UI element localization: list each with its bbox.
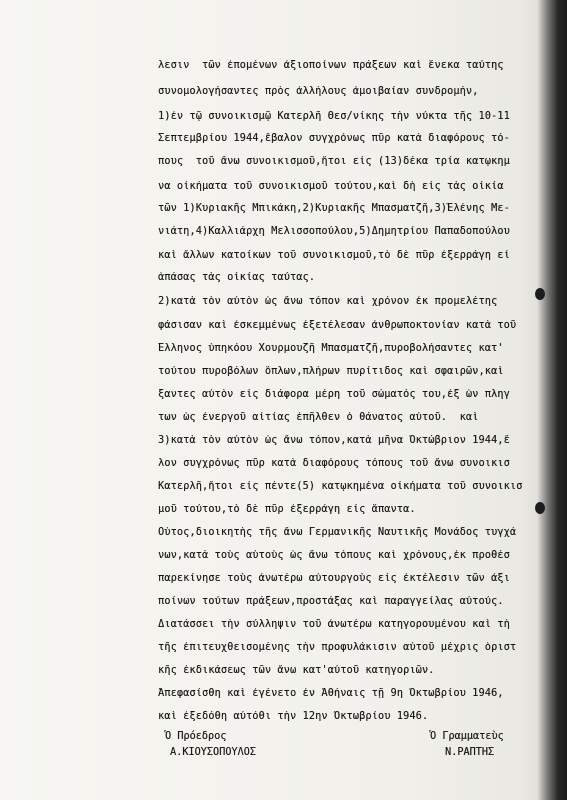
text-line: νων,κατὰ τοὺς αὐτοὺς ὡς ἄνω τόπους καὶ χρόνους,ἐκ προθέσ [158,550,510,561]
text-line: ποίνων τούτων πράξεων,προστάξας καὶ παραγγείλας αὐτούς. [158,596,504,607]
text-line: λεσιν τῶν ἐπομένων ἀξιοποίνων πράξεων καὶ ἕνεκα ταύτης [158,60,504,71]
president-name: Α.ΚΙΟΥΣΟΠΟΥΛΟΣ [170,747,256,758]
text-line: Ἕλληνος ὑπηκόου Χουρμουζῆ Μπασματζῆ,πυροβολήσαντες κατ' [158,343,504,354]
text-line: τῆς ἐπιτευχθεισομένης τὴν προφυλάκισιν αὐτοῦ μέχρις ὁριστ [158,642,517,653]
text-line: κῆς ἐκδικάσεως τῶν ἄνω κατ'αὐτοῦ κατηγοριῶν. [158,665,435,676]
text-line: τούτου πυροβόλων ὅπλων,πλήρων πυρίτιδος καὶ σφαιρῶν,καὶ [158,366,504,377]
secretary-name: Ν.ΡΑΠΤΗΣ [445,747,495,758]
text-line: λον συγχρόνως πῦρ κατὰ διαφόρους τόπους τοῦ ἄνω συνοικισ [158,458,510,469]
text-line: μοῦ τούτου,τὸ δὲ πῦρ ἐξερράγη εἰς ἅπαντα. [158,504,416,515]
text-line: τῶν 1)Κυριακῆς Μπικάκη,2)Κυριακῆς Μπασματζῆ,3)Ἑλένης Με- [158,203,510,214]
text-line: Σεπτεμβρίου 1944,ἔβαλον συγχρόνως πῦρ κατὰ διαφόρους τό- [158,133,510,144]
page-edge-shadow [537,0,567,800]
text-line: 3)κατὰ τὸν αὐτὸν ὡς ἄνω τόπον,κατὰ μῆνα Ὀκτώβριον 1944,ἔ [158,435,510,446]
text-line: νιάτη,4)Καλλιάρχη Μελισσοπούλου,5)Δημητρίου Παπαδοπούλου [158,226,510,237]
text-line: συνομολογήσαντες πρὸς ἀλλήλους ἀμοιβαίαν συνδρομήν, [158,86,479,97]
text-line: των ὡς ἐνεργοῦ αἰτίας ἐπῆλθεν ὁ θάνατος αὐτοῦ. καὶ [158,412,479,423]
text-line: φάσισαν καὶ ἐσκεμμένως ἐξετέλεσαν ἀνθρωποκτονίαν κατὰ τοῦ [158,320,517,331]
text-line: Κατερλῆ,ἤτοι εἰς πέντε(5) κατῳκημένα οἰκήματα τοῦ συνοικισ [158,481,523,492]
text-line: καὶ ἐξεδόθη αὐτόθι τὴν 12ην Ὀκτωβρίου 1946. [158,711,429,722]
text-line: Διατάσσει τὴν σύλληψιν τοῦ ἀνωτέρω κατηγορουμένου καὶ τὴ [158,619,510,630]
text-line: καὶ ἄλλων κατοίκων τοῦ συνοικισμοῦ,τὸ δὲ πῦρ ἐξερράγη εἰ [158,250,510,261]
text-line: Ἀπεφασίσθη καὶ ἐγένετο ἐν Ἀθήναις τῇ 9η Ὀκτωβρίου 1946, [158,688,504,699]
text-line: παρεκίνησε τοὺς ἀνωτέρω αὐτουργοὺς εἰς ἐκτέλεσιν τῶν ἀξι [158,573,510,584]
text-line: 2)κατὰ τὸν αὐτὸν ὡς ἄνω τόπον καὶ χρόνον ἐκ προμελέτης [158,296,498,307]
president-title: Ὁ Πρόεδρος [165,731,227,742]
secretary-title: Ὁ Γραμματεὺς [430,731,504,742]
text-line: ξαντες αὐτὸν εἰς διάφορα μέρη τοῦ σώματός του,ἐξ ὧν πληγ [158,389,510,400]
text-line: να οἰκήματα τοῦ συνοικισμοῦ τούτου,καὶ δὴ εἰς τὰς οἰκία [158,181,504,192]
text-line: 1)ἐν τῷ συνοικισμῷ Κατερλῆ Θεσ/νίκης τὴν νύκτα τῆς 10-11 [158,111,510,122]
punch-hole [535,288,545,300]
text-line: ἁπάσας τὰς οἰκίας ταύτας. [158,272,316,283]
text-line: πους τοῦ ἄνω συνοικισμοῦ,ἤτοι εἰς (13)δέκα τρία κατῳκημ [158,156,510,167]
punch-hole [535,502,545,514]
text-line: Οὗτος,διοικητὴς τῆς ἄνω Γερμανικῆς Ναυτικῆς Μονάδος τυγχά [158,527,517,538]
